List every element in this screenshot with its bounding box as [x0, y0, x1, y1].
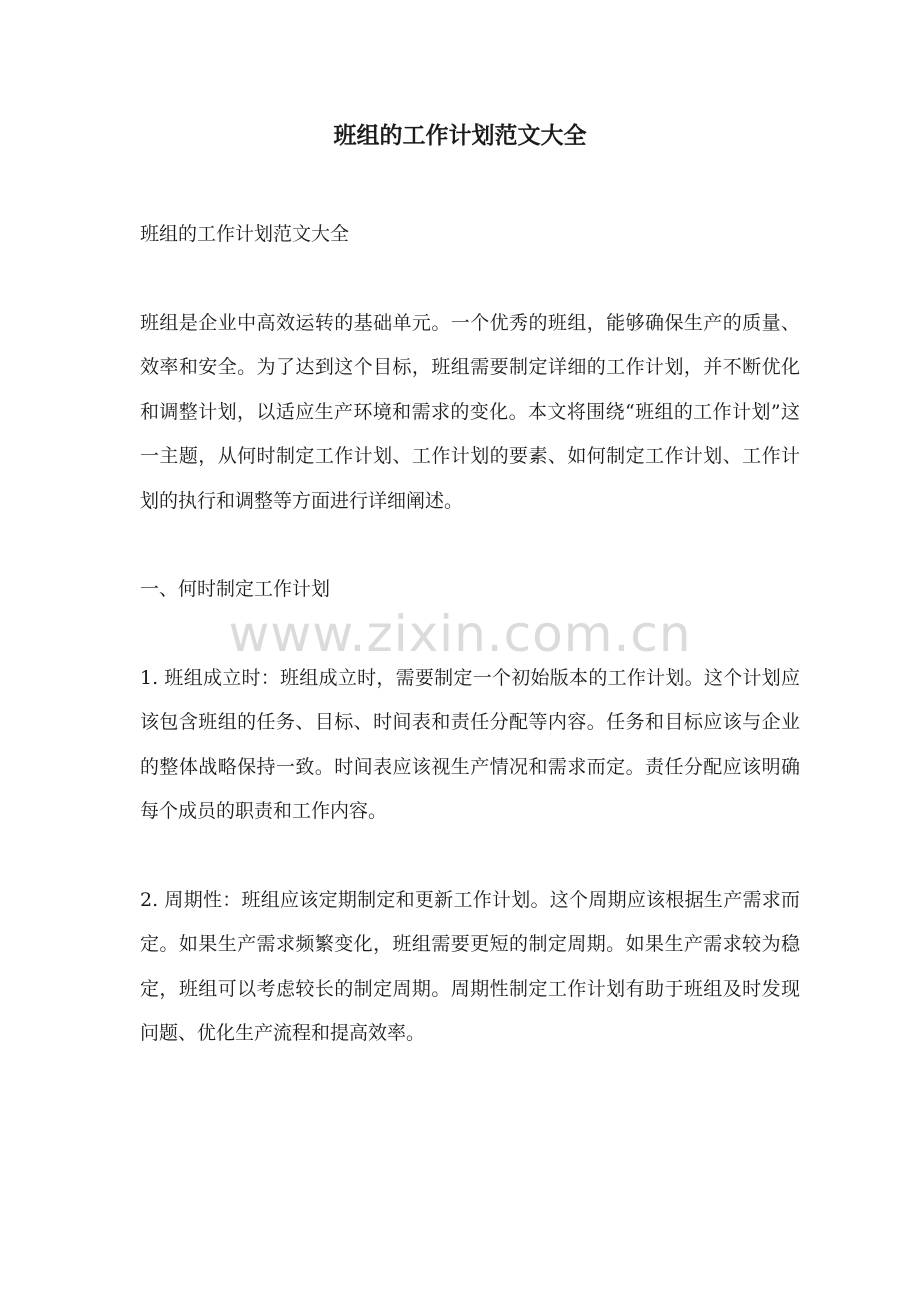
document-title: 班组的工作计划范文大全 — [333, 123, 587, 149]
watermark: www.zixin.com.cn — [228, 605, 692, 663]
document-subtitle: 班组的工作计划范文大全 — [140, 223, 350, 245]
list-item-2: 2. 周期性：班组应该定期制定和更新工作计划。这个周期应该根据生产需求而定。如果生产需求频繁变化，班组需要更短的制定周期。如果生产需求较为稳定，班组可以考虑较长的制定周期。周期性制定工作计划有助于班组及时发现问题、优化生产流程和提高效率。 — [140, 888, 800, 1044]
list-item-1: 1. 班组成立时：班组成立时，需要制定一个初始版本的工作计划。这个计划应该包含班组的任务、目标、时间表和责任分配等内容。任务和目标应该与企业的整体战略保持一致。时间表应该视生产情况和需求而定。责任分配应该明确每个成员的职责和工作内容。 — [140, 666, 800, 822]
section-heading: 一、何时制定工作计划 — [140, 578, 331, 600]
document-body — [140, 212, 800, 1056]
intro-paragraph: 班组是企业中高效运转的基础单元。一个优秀的班组，能够确保生产的质量、效率和安全。为了达到这个目标，班组需要制定详细的工作计划，并不断优化和调整计划，以适应生产环境和需求的变化。本文将围绕“班组的工作计划”这一主题，从何时制定工作计划、工作计划的要素、如何制定工作计划、工作计划的执行和调整等方面进行详细阐述。 — [140, 311, 800, 512]
